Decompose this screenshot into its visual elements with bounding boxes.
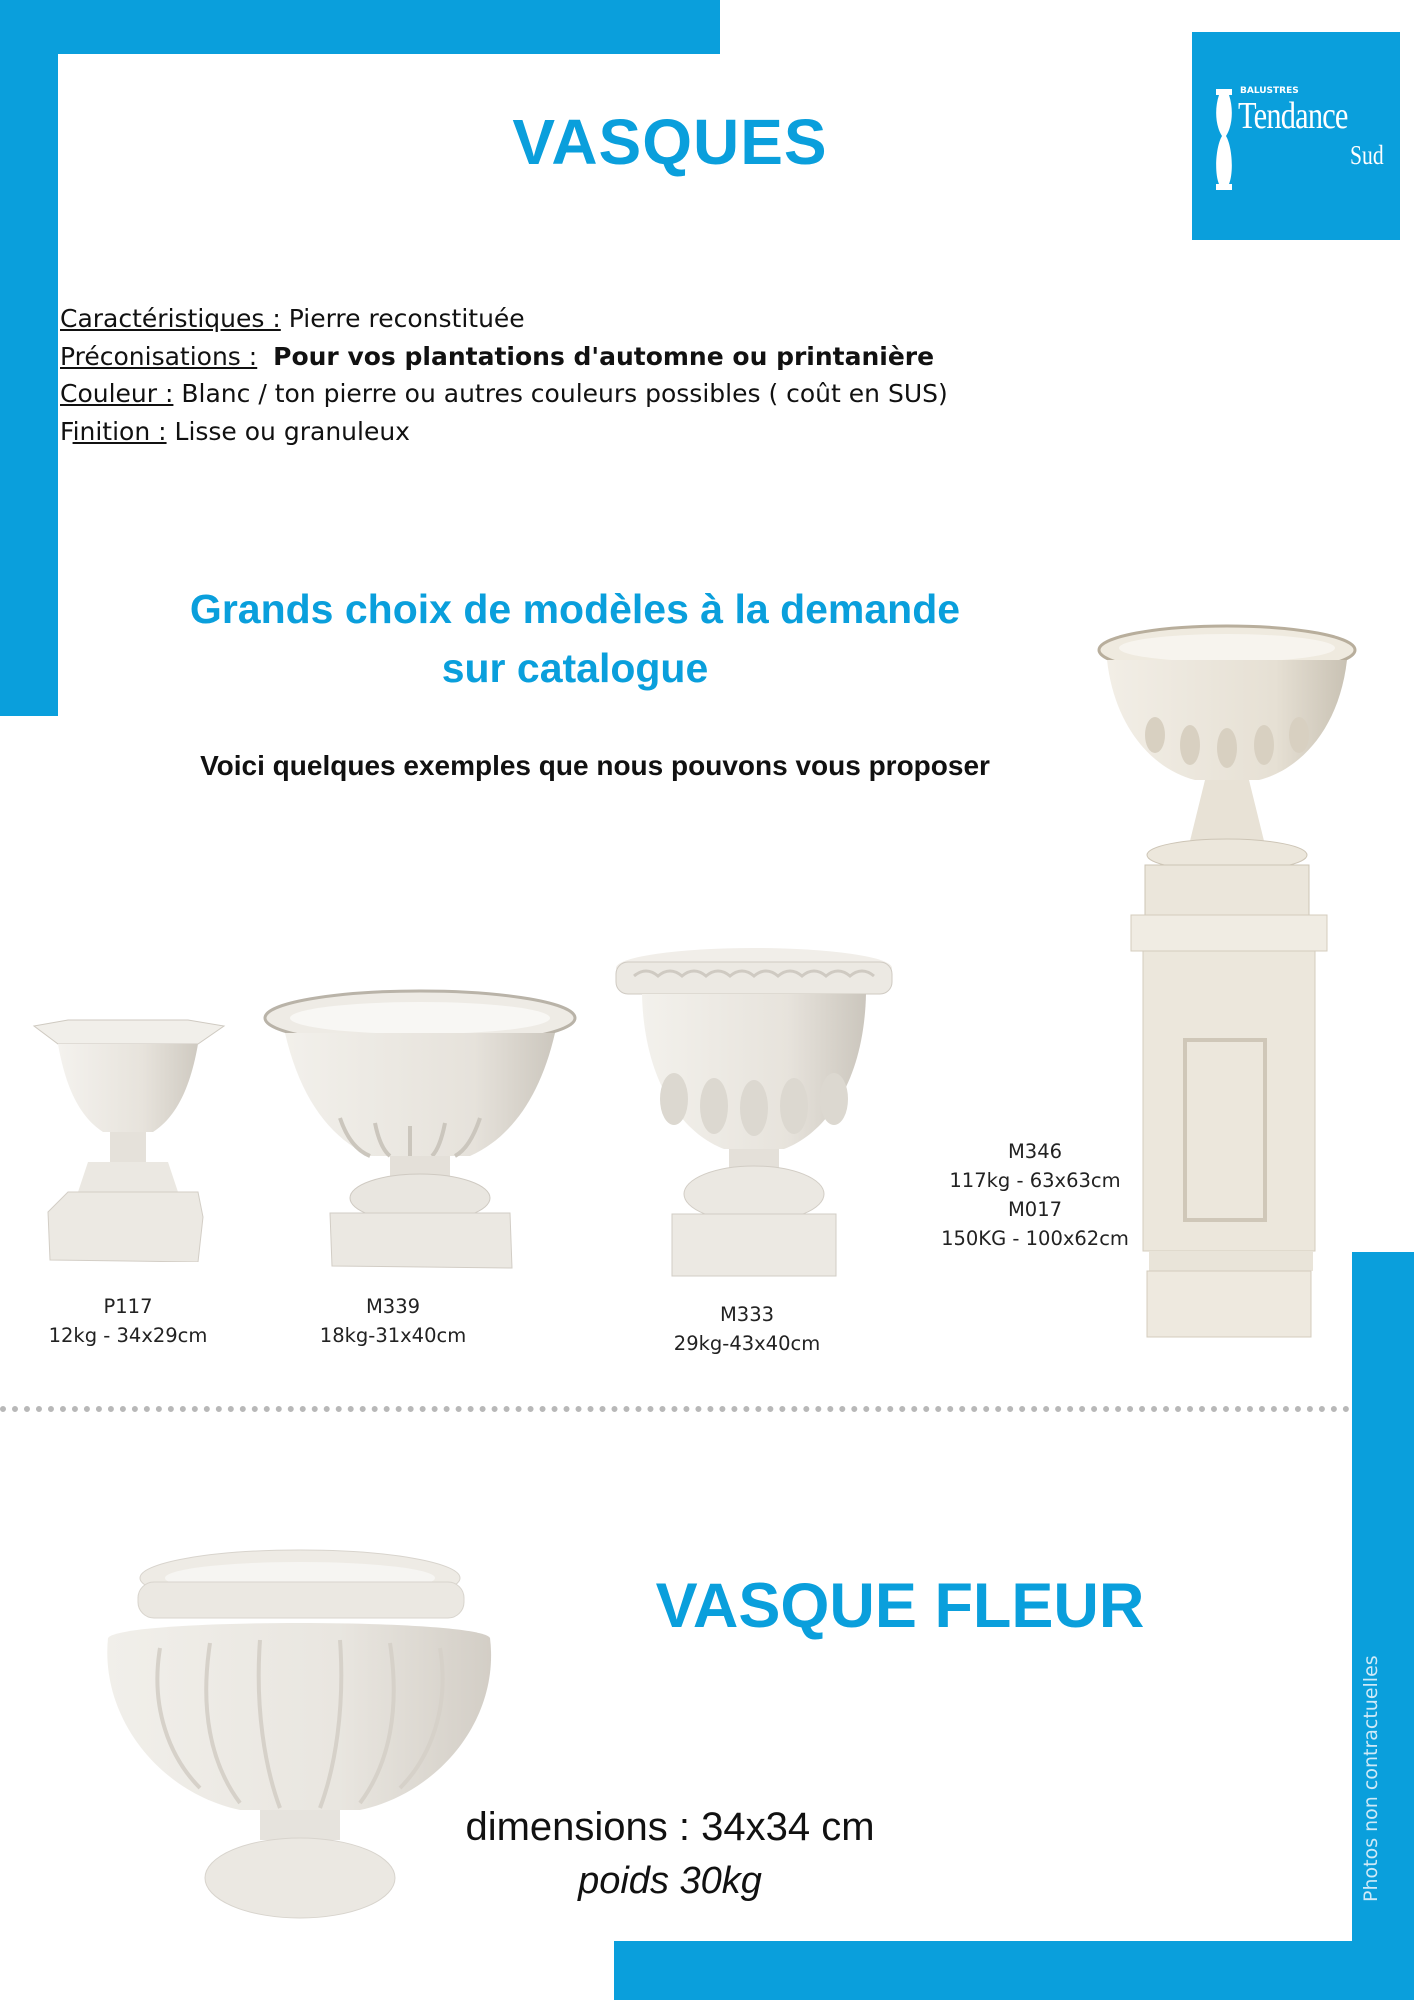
vase-m333-image: [614, 944, 894, 1279]
vase-m339-image: [260, 988, 580, 1273]
catalogue-line-2: sur catalogue: [441, 645, 709, 691]
spec-label: inition :: [72, 416, 167, 446]
spec-value: Blanc / ton pierre ou autres couleurs possibles ( coût en SUS): [173, 379, 948, 408]
product-details: 29kg-43x40cm: [673, 1332, 821, 1355]
brand-logo: [1192, 32, 1400, 240]
page-title: VASQUES: [512, 106, 828, 178]
product-details-2: 150KG - 100x62cm: [941, 1227, 1129, 1250]
examples-intro: Voici quelques exemples que nous pouvons vous proposer: [200, 750, 990, 781]
featured-weight: poids 30kg: [578, 1860, 762, 1902]
spec-line-finish: [60, 413, 1060, 451]
spec-value: Lisse ou granuleux: [166, 416, 410, 446]
product-caption-p117: [28, 1292, 228, 1350]
disclaimer-note: Photos non contractuelles: [1360, 1655, 1382, 1902]
vase-p117-image: [28, 1012, 228, 1262]
product-code: P117: [103, 1295, 153, 1318]
specifications: [60, 300, 1060, 450]
spec-label-prefix: F: [60, 416, 73, 446]
spec-label: Couleur :: [60, 379, 174, 408]
spec-line-characteristics: [60, 300, 1060, 338]
product-details: 12kg - 34x29cm: [48, 1324, 208, 1347]
spec-label: Préconisations :: [60, 341, 258, 371]
spec-label: Caractéristiques :: [60, 304, 281, 333]
logo-brand-sub: Sud: [1350, 140, 1384, 170]
logo-small-text: BALUSTRES: [1240, 86, 1299, 96]
product-details: 117kg - 63x63cm: [949, 1169, 1121, 1192]
product-code: M346: [1007, 1140, 1063, 1163]
bottom-bar: [614, 1941, 1414, 2000]
spec-line-recommendations: [60, 338, 1060, 376]
left-side-bar: [0, 0, 58, 716]
featured-title: VASQUE FLEUR: [655, 1571, 1145, 1641]
spec-value: Pierre reconstituée: [280, 304, 525, 333]
product-caption-m346: [935, 1137, 1135, 1253]
top-left-bar: [0, 0, 720, 54]
vase-m346-pedestal-image: [1095, 610, 1365, 1340]
product-code: M333: [719, 1303, 775, 1326]
product-caption-m339: [293, 1292, 493, 1350]
product-details: 18kg-31x40cm: [319, 1324, 467, 1347]
product-caption-m333: [647, 1300, 847, 1358]
product-code: M339: [365, 1295, 421, 1318]
featured-dimensions: dimensions : 34x34 cm: [465, 1805, 875, 1849]
spec-line-color: [60, 375, 1060, 413]
catalogue-headline: [150, 580, 1000, 698]
catalogue-line-1: Grands choix de modèles à la demande: [189, 586, 961, 632]
spec-value: Pour vos plantations d'automne ou printanière: [273, 341, 935, 371]
section-divider: [0, 1406, 1350, 1412]
logo-brand-main: Tendance: [1238, 95, 1348, 137]
product-code-2: M017: [1007, 1198, 1063, 1221]
